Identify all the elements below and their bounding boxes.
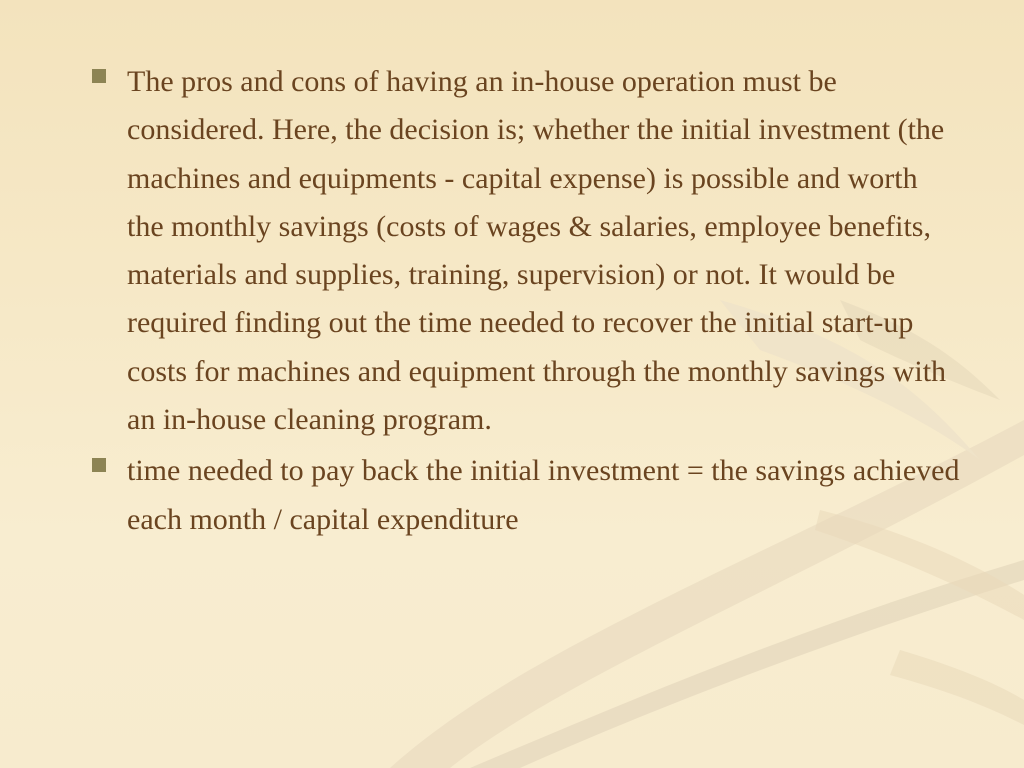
bullet-item-1 (90, 58, 960, 444)
slide-content (90, 58, 960, 547)
bullet-item-2 (90, 447, 960, 544)
square-bullet-icon (92, 458, 106, 472)
bullet-text-2: time needed to pay back the initial investment = the savings achieved each month / capital expenditure (127, 454, 960, 536)
square-bullet-icon (92, 69, 106, 83)
bullet-text-1: The pros and cons of having an in-house operation must be considered. Here, the decision is; whether the initial investment (the machines and equipments - capital expense) is possible and worth the monthly savings (costs of wages & salaries, employee benefits, materials and supplies, training, supervision) or not. It would be required finding out the time needed to recover the initial start-up costs for machines and equipment through the monthly savings with an in-house cleaning program. (127, 65, 947, 437)
bullet-list (90, 58, 960, 544)
